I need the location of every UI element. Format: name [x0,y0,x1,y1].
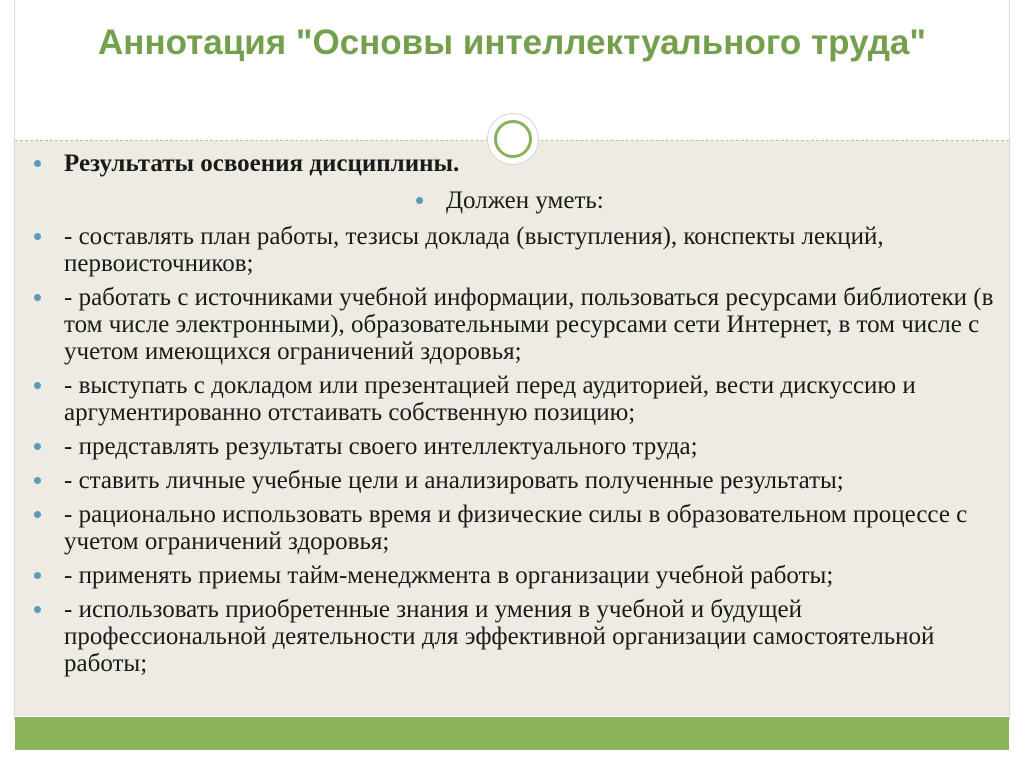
list-subheading-text: Должен уметь: [446,187,604,214]
list-item-text: - работать с источниками учебной информации, пользоваться ресурсами библиотеки (в том числе электронными), образовательными ресурсами сети Интернет, в том числе с учетом имеющихся ограничений здоровья; [64,284,994,365]
bullet-icon [34,606,41,613]
list-item [34,223,1009,277]
list-item-text: - применять приемы тайм-менеджмента в организации учебной работы; [64,562,834,589]
list-item-text: - представлять результаты своего интеллектуального труда; [64,433,698,460]
bullet-icon [34,382,41,389]
list-item [34,372,1009,426]
bottom-accent-bar [15,717,1009,750]
list-item-text: - ставить личные учебные цели и анализировать полученные результаты; [64,467,844,494]
list-item [34,433,1009,460]
bullet-icon [34,477,41,484]
list-item [34,501,1009,555]
list-item-text: - выступать с докладом или презентацией перед аудиторией, вести дискуссию и аргументированно отстаивать собственную позицию; [64,372,916,426]
list-item [34,596,1009,677]
bullet-icon [34,511,41,518]
slide-title: Аннотация "Основы интеллектуального труда" [98,23,926,62]
list-item-text: - рационально использовать время и физические силы в образовательном процессе с учетом ограничений здоровья; [64,501,968,555]
bullet-icon [34,572,41,579]
bullet-list [34,150,1009,684]
list-item [34,284,1009,365]
slide-frame-right [1009,0,1010,720]
bullet-icon [34,443,41,450]
list-subheading [34,187,1009,214]
bullet-icon [416,197,423,204]
bullet-icon [34,294,41,301]
list-item-text: - составлять план работы, тезисы доклада (выступления), конспекты лекций, первоисточников; [64,223,884,277]
list-item-text: - использовать приобретенные знания и умения в учебной и будущей профессиональной деятельности для эффективной организации самостоятельной работы; [64,596,935,677]
bullet-icon [34,160,41,167]
list-heading [34,150,1009,177]
list-heading-text: Результаты освоения дисциплины. [64,150,460,177]
list-item [34,562,1009,589]
list-item [34,467,1009,494]
bullet-icon [34,233,41,240]
